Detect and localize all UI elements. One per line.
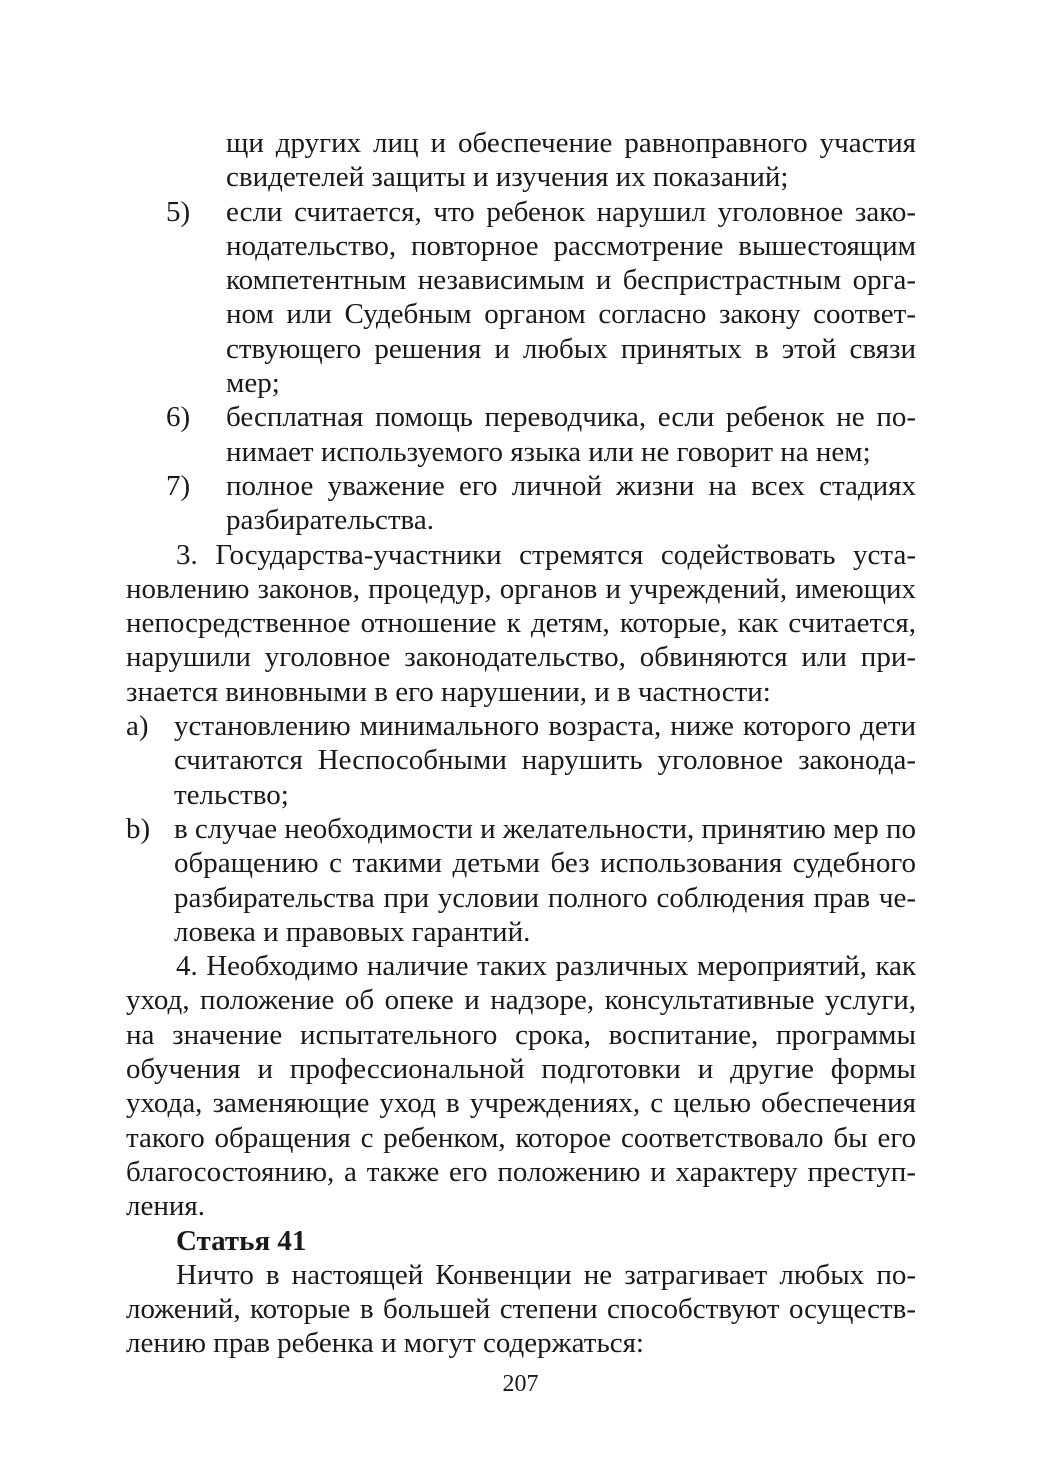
text-line xyxy=(126,400,916,434)
line-text: нимает используемого языка или не говорит на нем; xyxy=(226,435,871,468)
article-heading xyxy=(126,1224,916,1258)
line-text: лению прав ребенка и могут содержаться: xyxy=(126,1327,644,1360)
line-text: нарушили уголовное законодательство, обвиняются или при- xyxy=(126,641,916,674)
list-item-number: 6) xyxy=(166,401,191,434)
line-text: знается виновными в его нарушении, и в частности: xyxy=(126,675,771,708)
text-line xyxy=(126,1326,916,1360)
line-text: обращению с такими детьми без использования судебного xyxy=(174,847,916,880)
text-line xyxy=(126,160,916,194)
text-line xyxy=(126,263,916,297)
line-text: разбирательства. xyxy=(226,504,434,537)
text-line xyxy=(126,503,916,537)
line-text: щи других лиц и обеспечение равноправного участия xyxy=(226,127,916,159)
text-line xyxy=(126,332,916,366)
text-line xyxy=(126,1189,916,1223)
list-item-number: 5) xyxy=(166,195,191,228)
text-line xyxy=(126,469,916,503)
text-line xyxy=(126,606,916,640)
line-text: ложений, которые в большей степени способствуют осуществ- xyxy=(126,1293,916,1326)
line-text: такого обращения с ребенком, которое соответствовало бы его xyxy=(126,1121,916,1154)
text-line xyxy=(126,915,916,949)
text-line xyxy=(126,846,916,880)
line-text: разбирательства при условии полного соблюдения прав че- xyxy=(174,881,916,914)
text-line xyxy=(126,572,916,606)
text-line xyxy=(126,812,916,846)
line-text: ствующего решения и любых принятых в этой связи xyxy=(226,332,916,365)
line-text: Статья 41 xyxy=(176,1224,307,1257)
text-line xyxy=(126,1018,916,1052)
list-item-number: 7) xyxy=(166,469,191,502)
text-line xyxy=(126,538,916,572)
page-number: 207 xyxy=(502,1371,539,1397)
line-text: ном или Судебным органом согласно закону соответ- xyxy=(226,298,916,331)
text-line xyxy=(126,126,916,160)
text-line xyxy=(126,881,916,915)
line-text: если считается, что ребенок нарушил уголовное зако- xyxy=(226,195,916,228)
line-text: тельство; xyxy=(174,778,289,811)
line-text: компетентным независимым и беспристрастным орга- xyxy=(226,264,916,297)
line-text: полное уважение его личной жизни на всех стадиях xyxy=(226,469,916,502)
line-text: мер; xyxy=(226,367,280,400)
line-text: ловека и правовых гарантий. xyxy=(174,915,531,948)
line-text: новлению законов, процедур, органов и учреждений, имеющих xyxy=(126,572,916,605)
text-line xyxy=(126,983,916,1017)
text-line xyxy=(126,297,916,331)
line-text: уход, положение об опеке и надзоре, консультативные услуги, xyxy=(126,984,916,1017)
line-text: нодательство, повторное рассмотрение вышестоящим xyxy=(226,229,916,262)
line-text: ухода, заменяющие уход в учреждениях, с целью обеспечения xyxy=(126,1087,916,1120)
text-line xyxy=(126,675,916,709)
text-line xyxy=(126,1086,916,1120)
text-line xyxy=(126,229,916,263)
document-body xyxy=(126,126,916,1361)
text-line xyxy=(126,1052,916,1086)
text-line xyxy=(126,1292,916,1326)
text-line xyxy=(126,1121,916,1155)
line-text: ления. xyxy=(126,1190,205,1223)
list-item-number: a) xyxy=(126,710,149,743)
text-line xyxy=(126,1155,916,1189)
text-line xyxy=(126,709,916,743)
line-text: Ничто в настоящей Конвенции не затрагивает любых по- xyxy=(176,1258,916,1291)
line-text: обучения и профессиональной подготовки и другие формы xyxy=(126,1053,916,1086)
list-item-number: b) xyxy=(126,812,151,845)
text-line xyxy=(126,778,916,812)
text-line xyxy=(126,1258,916,1292)
line-text: установлению минимального возраста, ниже которого дети xyxy=(174,710,916,743)
line-text: 4. Необходимо наличие таких различных мероприятий, как xyxy=(176,950,916,983)
line-text: в случае необходимости и желательности, принятию мер по xyxy=(174,812,916,845)
line-text: благосостоянию, а также его положению и характеру преступ- xyxy=(126,1155,916,1188)
line-text: 3. Государства-участники стремятся содействовать уста- xyxy=(176,538,916,571)
line-text: считаются Неспособными нарушить уголовное законода- xyxy=(174,744,916,777)
line-text: бесплатная помощь переводчика, если ребенок не по- xyxy=(226,401,916,434)
text-line xyxy=(126,366,916,400)
text-line xyxy=(126,640,916,674)
line-text: непосредственное отношение к детям, которые, как считается, xyxy=(126,607,916,640)
line-text: свидетелей защиты и изучения их показаний; xyxy=(226,161,789,194)
text-line xyxy=(126,949,916,983)
text-line xyxy=(126,195,916,229)
text-line xyxy=(126,435,916,469)
text-line xyxy=(126,743,916,777)
line-text: на значение испытательного срока, воспитание, программы xyxy=(126,1018,916,1051)
